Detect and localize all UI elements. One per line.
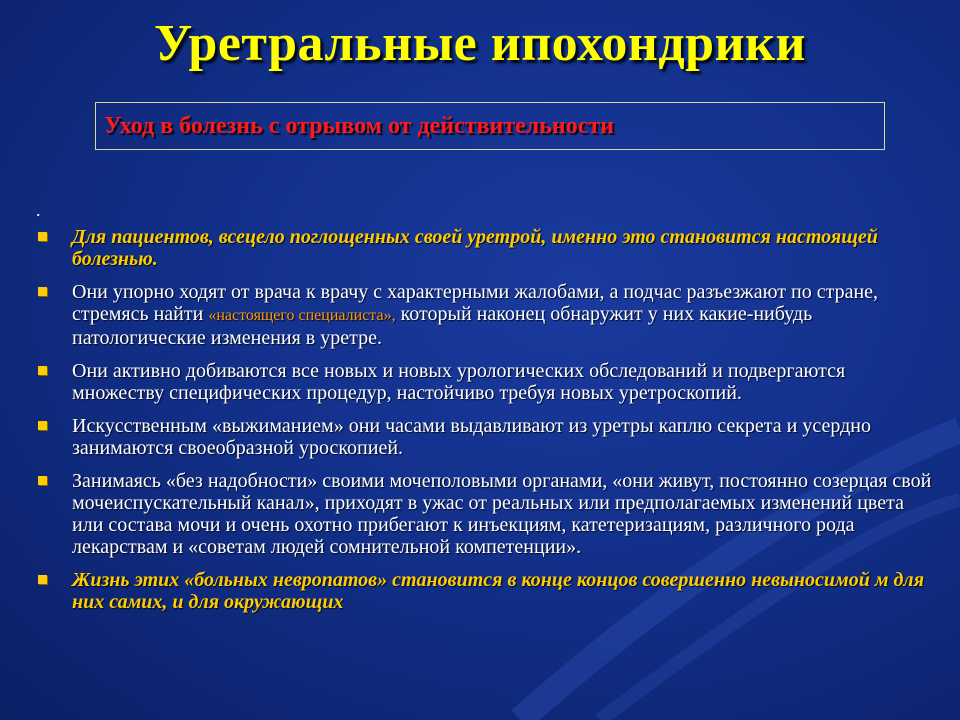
list-item bbox=[36, 226, 936, 270]
slide-title: Уретральные ипохондрики bbox=[154, 15, 806, 72]
list-item bbox=[36, 281, 936, 349]
square-bullet-icon bbox=[38, 421, 47, 430]
bullet-text: Для пациентов, всецело поглощенных своей уретрой, именно это становится настоящей болезнью. bbox=[72, 226, 878, 270]
leading-dot: . bbox=[36, 200, 41, 220]
square-bullet-icon bbox=[38, 575, 47, 584]
square-bullet-icon bbox=[38, 366, 47, 375]
bullet-text: Жизнь этих «больных невропатов» становится в конце концов совершенно невыносимой м для них самих, и для окружающих bbox=[72, 569, 925, 613]
bullet-text-after: который наконец обнаружит у них какие-нибудь патологические изменения в уретре. bbox=[72, 303, 813, 349]
square-bullet-icon bbox=[38, 287, 47, 296]
bullet-text-highlight: «настоящего специалиста», bbox=[208, 307, 396, 324]
list-item bbox=[36, 470, 936, 558]
subtitle-box bbox=[95, 102, 885, 150]
list-item bbox=[36, 360, 936, 404]
list-item bbox=[36, 569, 936, 613]
slide-subtitle: Уход в болезнь с отрывом от действительности bbox=[104, 113, 614, 139]
bullet-text: Занимаясь «без надобности» своими мочеполовыми органами, «они живут, постоянно созерцая свой мочеиспускательный канал», приходят в ужас от реальных или предполагаемых изменений цвета или состава мочи и очень охотно прибегают к инъекциям, катетеризациям, различного рода лекарствам и «советам людей сомнительной компетенции». bbox=[72, 470, 932, 558]
bullet-text: Они активно добиваются все новых и новых урологических обследований и подвергаются множеству специфических процедур, настойчиво требуя новых уретроскопий. bbox=[72, 360, 846, 404]
square-bullet-icon bbox=[38, 476, 47, 485]
bullet-text: Искусственным «выжиманием» они часами выдавливают из уретры каплю секрета и усердно занимаются своеобразной уроскопией. bbox=[72, 415, 871, 459]
bullet-list bbox=[36, 226, 936, 624]
square-bullet-icon bbox=[38, 232, 47, 241]
bullet-text-before: Они упорно ходят от врача к врачу с характерными жалобами, а подчас разъезжают по стране, стремясь найти bbox=[72, 281, 879, 325]
list-item bbox=[36, 415, 936, 459]
